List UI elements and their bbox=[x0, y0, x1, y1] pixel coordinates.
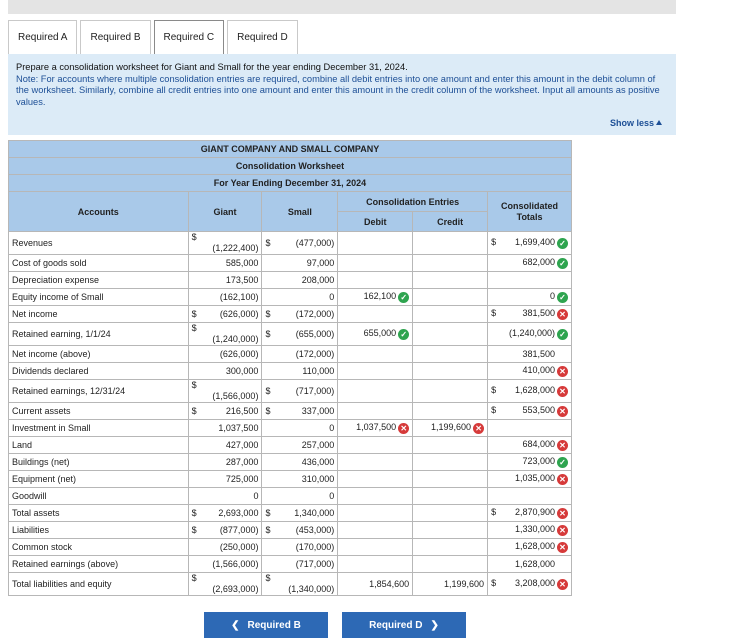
consolidated-value: (1,240,000) bbox=[508, 328, 555, 339]
table-row bbox=[9, 289, 572, 306]
check-icon: ✓ bbox=[557, 292, 568, 303]
dollar-sign: $ bbox=[191, 231, 197, 242]
credit-cell[interactable] bbox=[413, 471, 488, 488]
consolidated-cell[interactable] bbox=[488, 539, 572, 556]
small-cell[interactable] bbox=[262, 403, 338, 420]
consolidated-value: 1,699,400 bbox=[514, 237, 555, 248]
header-consolidation-entries: Consolidation Entries bbox=[338, 192, 488, 212]
dollar-sign: $ bbox=[191, 309, 197, 319]
credit-cell[interactable] bbox=[413, 232, 488, 255]
credit-cell[interactable] bbox=[413, 323, 488, 346]
x-icon: ✕ bbox=[557, 386, 568, 397]
dollar-sign: $ bbox=[191, 572, 197, 583]
credit-cell-value: 1,199,600 bbox=[431, 422, 472, 433]
debit-cell[interactable] bbox=[338, 232, 413, 255]
header-accounts: Accounts bbox=[9, 192, 189, 232]
table-row bbox=[9, 573, 572, 596]
small-cell-value: (172,000) bbox=[295, 349, 335, 359]
consolidated-value: 1,628,000 bbox=[514, 559, 555, 569]
giant-cell-value: 725,000 bbox=[225, 474, 259, 484]
account-label: Common stock bbox=[12, 542, 73, 552]
account-label: Dividends declared bbox=[12, 366, 89, 376]
consolidated-cell[interactable] bbox=[488, 363, 572, 380]
table-row bbox=[9, 522, 572, 539]
consolidated-value: 1,035,000 bbox=[514, 473, 555, 484]
giant-cell-value: 1,037,500 bbox=[218, 423, 259, 433]
dollar-sign: $ bbox=[491, 237, 497, 248]
consolidated-cell[interactable] bbox=[488, 471, 572, 488]
account-label: Retained earning, 1/1/24 bbox=[12, 329, 111, 339]
debit-cell[interactable] bbox=[338, 505, 413, 522]
x-icon: ✕ bbox=[473, 423, 484, 434]
account-cell bbox=[9, 437, 189, 454]
debit-cell[interactable] bbox=[338, 454, 413, 471]
check-icon: ✓ bbox=[557, 457, 568, 468]
dollar-sign: $ bbox=[191, 508, 197, 518]
dollar-sign: $ bbox=[191, 406, 197, 416]
consolidated-cell[interactable] bbox=[488, 556, 572, 573]
small-cell[interactable] bbox=[262, 454, 338, 471]
table-row bbox=[9, 380, 572, 403]
giant-cell[interactable] bbox=[188, 403, 262, 420]
small-cell[interactable] bbox=[262, 306, 338, 323]
giant-cell[interactable] bbox=[188, 454, 262, 471]
giant-cell[interactable] bbox=[188, 522, 262, 539]
debit-cell[interactable] bbox=[338, 556, 413, 573]
small-cell[interactable] bbox=[262, 272, 338, 289]
table-row bbox=[9, 306, 572, 323]
account-cell bbox=[9, 454, 189, 471]
consolidated-cell[interactable] bbox=[488, 272, 572, 289]
credit-cell[interactable] bbox=[413, 255, 488, 272]
credit-cell-value: 1,199,600 bbox=[444, 579, 485, 589]
credit-cell[interactable] bbox=[413, 539, 488, 556]
small-cell-value: 310,000 bbox=[301, 474, 335, 484]
header-debit: Debit bbox=[338, 212, 413, 232]
debit-cell-value: 162,100 bbox=[363, 291, 397, 302]
tab-bar bbox=[8, 20, 301, 54]
credit-cell[interactable] bbox=[413, 363, 488, 380]
credit-cell[interactable] bbox=[413, 505, 488, 522]
check-icon: ✓ bbox=[557, 329, 568, 340]
giant-cell-value: (2,693,000) bbox=[212, 583, 259, 594]
account-cell bbox=[9, 255, 189, 272]
dollar-sign: $ bbox=[265, 508, 271, 518]
tab-required-a[interactable]: Required A bbox=[8, 20, 77, 54]
small-cell[interactable] bbox=[262, 255, 338, 272]
debit-cell[interactable] bbox=[338, 471, 413, 488]
consolidated-cell[interactable] bbox=[488, 437, 572, 454]
account-label: Cost of goods sold bbox=[12, 258, 87, 268]
account-label: Equipment (net) bbox=[12, 474, 77, 484]
giant-cell-value: 287,000 bbox=[225, 457, 259, 467]
check-icon: ✓ bbox=[398, 292, 409, 303]
account-label: Current assets bbox=[12, 406, 71, 416]
small-cell[interactable] bbox=[262, 323, 338, 346]
giant-cell-value: (1,222,400) bbox=[212, 242, 259, 253]
small-cell[interactable] bbox=[262, 573, 338, 596]
giant-cell[interactable] bbox=[188, 556, 262, 573]
debit-cell-value: 655,000 bbox=[363, 328, 397, 339]
small-cell-value: (717,000) bbox=[295, 386, 335, 396]
x-icon: ✕ bbox=[557, 406, 568, 417]
giant-cell-value: (1,240,000) bbox=[212, 333, 259, 344]
giant-cell-value: (626,000) bbox=[219, 349, 259, 359]
tab-required-d[interactable]: Required D bbox=[227, 20, 298, 54]
table-row bbox=[9, 403, 572, 420]
small-cell-value: (477,000) bbox=[295, 238, 335, 248]
table-row bbox=[9, 255, 572, 272]
account-label: Land bbox=[12, 440, 33, 450]
giant-cell-value: 585,000 bbox=[225, 258, 259, 268]
header-small: Small bbox=[262, 192, 338, 232]
giant-cell[interactable] bbox=[188, 306, 262, 323]
credit-cell[interactable] bbox=[413, 403, 488, 420]
x-icon: ✕ bbox=[557, 579, 568, 590]
debit-cell[interactable] bbox=[338, 437, 413, 454]
consolidated-value: 0 bbox=[549, 291, 555, 302]
small-cell[interactable] bbox=[262, 539, 338, 556]
debit-cell[interactable] bbox=[338, 539, 413, 556]
table-row bbox=[9, 505, 572, 522]
worksheet-body bbox=[9, 232, 572, 596]
account-cell bbox=[9, 380, 189, 403]
small-cell-value: (717,000) bbox=[295, 559, 335, 569]
dollar-sign: $ bbox=[191, 322, 197, 333]
debit-cell[interactable] bbox=[338, 380, 413, 403]
dollar-sign: $ bbox=[491, 405, 497, 416]
account-cell bbox=[9, 232, 189, 255]
small-cell[interactable] bbox=[262, 363, 338, 380]
giant-cell[interactable] bbox=[188, 573, 262, 596]
account-cell bbox=[9, 323, 189, 346]
small-cell[interactable] bbox=[262, 289, 338, 306]
credit-cell[interactable] bbox=[413, 437, 488, 454]
small-cell-value: 337,000 bbox=[301, 406, 335, 416]
small-cell-value: (172,000) bbox=[295, 309, 335, 319]
credit-cell[interactable] bbox=[413, 573, 488, 596]
consolidated-cell[interactable] bbox=[488, 420, 572, 437]
check-icon: ✓ bbox=[557, 258, 568, 269]
small-cell[interactable] bbox=[262, 420, 338, 437]
worksheet-title-type: Consolidation Worksheet bbox=[9, 158, 572, 175]
credit-cell[interactable] bbox=[413, 556, 488, 573]
consolidated-cell[interactable] bbox=[488, 323, 572, 346]
debit-cell[interactable] bbox=[338, 403, 413, 420]
account-cell bbox=[9, 289, 189, 306]
credit-cell[interactable] bbox=[413, 454, 488, 471]
dollar-sign: $ bbox=[491, 578, 497, 589]
x-icon: ✕ bbox=[557, 440, 568, 451]
account-label: Total liabilities and equity bbox=[12, 579, 112, 589]
consolidated-value: 381,500 bbox=[522, 349, 555, 359]
giant-cell-value: (1,566,000) bbox=[212, 390, 259, 401]
table-row bbox=[9, 471, 572, 488]
account-label: Goodwill bbox=[12, 491, 47, 501]
small-cell-value: 436,000 bbox=[301, 457, 335, 467]
next-required-button[interactable] bbox=[342, 612, 466, 638]
dollar-sign: $ bbox=[265, 238, 271, 248]
small-cell-value: (453,000) bbox=[295, 525, 335, 535]
header-giant: Giant bbox=[188, 192, 262, 232]
giant-cell[interactable] bbox=[188, 363, 262, 380]
consolidated-value: 682,000 bbox=[522, 257, 555, 268]
consolidated-cell[interactable] bbox=[488, 488, 572, 505]
debit-cell[interactable] bbox=[338, 306, 413, 323]
table-row bbox=[9, 232, 572, 255]
dollar-sign: $ bbox=[265, 572, 271, 583]
table-row bbox=[9, 420, 572, 437]
table-row bbox=[9, 272, 572, 289]
x-icon: ✕ bbox=[398, 423, 409, 434]
table-row bbox=[9, 323, 572, 346]
giant-cell[interactable] bbox=[188, 380, 262, 403]
small-cell-value: 0 bbox=[329, 292, 335, 302]
check-icon: ✓ bbox=[557, 238, 568, 249]
giant-cell-value: (1,566,000) bbox=[212, 559, 259, 569]
tab-required-b[interactable]: Required B bbox=[80, 20, 150, 54]
credit-cell[interactable] bbox=[413, 272, 488, 289]
small-cell-value: 97,000 bbox=[306, 258, 335, 268]
account-cell bbox=[9, 403, 189, 420]
giant-cell-value: 216,500 bbox=[225, 406, 259, 416]
account-cell bbox=[9, 420, 189, 437]
giant-cell-value: (250,000) bbox=[219, 542, 259, 552]
x-icon: ✕ bbox=[557, 309, 568, 320]
debit-cell-value: 1,854,600 bbox=[369, 579, 410, 589]
debit-cell[interactable] bbox=[338, 289, 413, 306]
table-row bbox=[9, 454, 572, 471]
account-label: Retained earnings, 12/31/24 bbox=[12, 386, 126, 396]
account-cell bbox=[9, 573, 189, 596]
chevron-right-icon: ❯ bbox=[430, 619, 439, 631]
giant-cell-value: (626,000) bbox=[219, 309, 259, 319]
account-cell bbox=[9, 306, 189, 323]
next-required-label: Required D bbox=[369, 619, 423, 631]
instructions-text: Prepare a consolidation worksheet for Giant and Small for the year ending December 31, 2024. bbox=[16, 62, 408, 72]
table-row bbox=[9, 488, 572, 505]
small-cell-value: (170,000) bbox=[295, 542, 335, 552]
account-cell bbox=[9, 539, 189, 556]
consolidated-cell[interactable] bbox=[488, 522, 572, 539]
debit-cell[interactable] bbox=[338, 522, 413, 539]
prev-required-button[interactable] bbox=[204, 612, 328, 638]
consolidation-worksheet bbox=[8, 140, 572, 596]
account-label: Equity income of Small bbox=[12, 292, 104, 302]
account-label: Liabilities bbox=[12, 525, 50, 535]
credit-cell[interactable] bbox=[413, 346, 488, 363]
small-cell-value: 1,340,000 bbox=[294, 508, 335, 518]
debit-cell-value: 1,037,500 bbox=[356, 422, 397, 433]
small-cell[interactable] bbox=[262, 346, 338, 363]
consolidated-value: 1,628,000 bbox=[514, 541, 555, 552]
giant-cell[interactable] bbox=[188, 289, 262, 306]
account-label: Net income bbox=[12, 309, 58, 319]
account-label: Buildings (net) bbox=[12, 457, 70, 467]
giant-cell[interactable] bbox=[188, 272, 262, 289]
consolidated-value: 381,500 bbox=[522, 308, 555, 319]
dollar-sign: $ bbox=[191, 379, 197, 390]
credit-cell[interactable] bbox=[413, 306, 488, 323]
instructions-note: Note: For accounts where multiple consolidation entries are required, combine all debit entries into one amount and enter this amount in the debit column of the worksheet. Similarly, combine all credit entries into one amount and enter this amount in the credit column of the worksheet. Input all amounts as positive values. bbox=[16, 73, 660, 107]
account-cell bbox=[9, 346, 189, 363]
small-cell[interactable] bbox=[262, 522, 338, 539]
worksheet-title-period: For Year Ending December 31, 2024 bbox=[9, 175, 572, 192]
dollar-sign: $ bbox=[491, 385, 497, 396]
giant-cell[interactable] bbox=[188, 323, 262, 346]
giant-cell-value: (877,000) bbox=[219, 525, 259, 535]
chevron-left-icon: ❮ bbox=[231, 619, 240, 631]
account-cell bbox=[9, 471, 189, 488]
small-cell[interactable] bbox=[262, 380, 338, 403]
small-cell-value: 110,000 bbox=[302, 366, 335, 376]
small-cell[interactable] bbox=[262, 505, 338, 522]
giant-cell[interactable] bbox=[188, 232, 262, 255]
consolidated-cell[interactable] bbox=[488, 454, 572, 471]
small-cell-value: (1,340,000) bbox=[288, 583, 335, 594]
consolidated-cell[interactable] bbox=[488, 573, 572, 596]
x-icon: ✕ bbox=[557, 508, 568, 519]
consolidated-cell[interactable] bbox=[488, 289, 572, 306]
giant-cell[interactable] bbox=[188, 505, 262, 522]
consolidated-value: 723,000 bbox=[522, 456, 555, 467]
consolidated-value: 3,208,000 bbox=[514, 578, 555, 589]
debit-cell[interactable] bbox=[338, 323, 413, 346]
credit-cell[interactable] bbox=[413, 488, 488, 505]
table-row bbox=[9, 363, 572, 380]
credit-cell[interactable] bbox=[413, 380, 488, 403]
dollar-sign: $ bbox=[265, 329, 271, 339]
account-cell bbox=[9, 522, 189, 539]
account-cell bbox=[9, 272, 189, 289]
tab-required-c[interactable]: Required C bbox=[154, 20, 225, 54]
x-icon: ✕ bbox=[557, 474, 568, 485]
dollar-sign: $ bbox=[265, 309, 271, 319]
small-cell-value: 208,000 bbox=[301, 275, 335, 285]
table-row bbox=[9, 556, 572, 573]
giant-cell-value: 2,693,000 bbox=[218, 508, 259, 518]
debit-cell[interactable] bbox=[338, 346, 413, 363]
small-cell[interactable] bbox=[262, 556, 338, 573]
account-label: Net income (above) bbox=[12, 349, 91, 359]
small-cell-value: 0 bbox=[329, 423, 335, 433]
giant-cell[interactable] bbox=[188, 255, 262, 272]
giant-cell[interactable] bbox=[188, 437, 262, 454]
dollar-sign: $ bbox=[491, 507, 497, 518]
small-cell[interactable] bbox=[262, 471, 338, 488]
account-cell bbox=[9, 363, 189, 380]
giant-cell[interactable] bbox=[188, 488, 262, 505]
giant-cell[interactable] bbox=[188, 539, 262, 556]
top-bar bbox=[8, 0, 676, 14]
account-label: Depreciation expense bbox=[12, 275, 100, 285]
x-icon: ✕ bbox=[557, 542, 568, 553]
account-cell bbox=[9, 488, 189, 505]
consolidated-cell[interactable] bbox=[488, 380, 572, 403]
debit-cell[interactable] bbox=[338, 255, 413, 272]
credit-cell[interactable] bbox=[413, 522, 488, 539]
giant-cell-value: (162,100) bbox=[219, 292, 259, 302]
giant-cell[interactable] bbox=[188, 346, 262, 363]
dollar-sign: $ bbox=[265, 386, 271, 396]
x-icon: ✕ bbox=[557, 525, 568, 536]
table-row bbox=[9, 437, 572, 454]
consolidated-cell[interactable] bbox=[488, 346, 572, 363]
giant-cell-value: 0 bbox=[253, 491, 259, 501]
triangle-up-icon bbox=[656, 120, 662, 125]
consolidated-cell[interactable] bbox=[488, 505, 572, 522]
x-icon: ✕ bbox=[557, 366, 568, 377]
giant-cell[interactable] bbox=[188, 420, 262, 437]
dollar-sign: $ bbox=[265, 525, 271, 535]
consolidated-value: 684,000 bbox=[522, 439, 555, 450]
small-cell-value: 0 bbox=[329, 491, 335, 501]
check-icon: ✓ bbox=[398, 329, 409, 340]
header-consolidated-totals: Consolidated Totals bbox=[488, 192, 572, 232]
debit-cell[interactable] bbox=[338, 573, 413, 596]
giant-cell-value: 300,000 bbox=[225, 366, 259, 376]
account-cell bbox=[9, 556, 189, 573]
small-cell-value: 257,000 bbox=[301, 440, 335, 450]
show-less-toggle[interactable] bbox=[610, 118, 662, 130]
debit-cell[interactable] bbox=[338, 363, 413, 380]
consolidated-cell[interactable] bbox=[488, 232, 572, 255]
prev-required-label: Required B bbox=[247, 619, 301, 631]
dollar-sign: $ bbox=[265, 406, 271, 416]
giant-cell-value: 427,000 bbox=[225, 440, 259, 450]
small-cell[interactable] bbox=[262, 437, 338, 454]
account-cell bbox=[9, 505, 189, 522]
table-row bbox=[9, 539, 572, 556]
small-cell[interactable] bbox=[262, 232, 338, 255]
consolidated-cell[interactable] bbox=[488, 403, 572, 420]
small-cell[interactable] bbox=[262, 488, 338, 505]
account-label: Investment in Small bbox=[12, 423, 91, 433]
account-label: Retained earnings (above) bbox=[12, 559, 119, 569]
debit-cell[interactable] bbox=[338, 420, 413, 437]
dollar-sign: $ bbox=[491, 308, 497, 319]
debit-cell[interactable] bbox=[338, 272, 413, 289]
credit-cell[interactable] bbox=[413, 289, 488, 306]
consolidated-value: 1,330,000 bbox=[514, 524, 555, 535]
account-label: Total assets bbox=[12, 508, 60, 518]
small-cell-value: (655,000) bbox=[295, 329, 335, 339]
consolidated-value: 410,000 bbox=[522, 365, 555, 376]
giant-cell[interactable] bbox=[188, 471, 262, 488]
consolidated-value: 1,628,000 bbox=[514, 385, 555, 396]
show-less-label[interactable]: Show less bbox=[609, 117, 654, 128]
instructions-panel bbox=[8, 54, 676, 135]
debit-cell[interactable] bbox=[338, 488, 413, 505]
worksheet-title-company: GIANT COMPANY AND SMALL COMPANY bbox=[9, 141, 572, 158]
credit-cell[interactable] bbox=[413, 420, 488, 437]
consolidated-cell[interactable] bbox=[488, 255, 572, 272]
consolidated-value: 2,870,900 bbox=[514, 507, 555, 518]
consolidated-value: 553,500 bbox=[522, 405, 555, 416]
table-row bbox=[9, 346, 572, 363]
dollar-sign: $ bbox=[191, 525, 197, 535]
header-credit: Credit bbox=[413, 212, 488, 232]
account-label: Revenues bbox=[12, 238, 53, 248]
giant-cell-value: 173,500 bbox=[225, 275, 259, 285]
consolidated-cell[interactable] bbox=[488, 306, 572, 323]
